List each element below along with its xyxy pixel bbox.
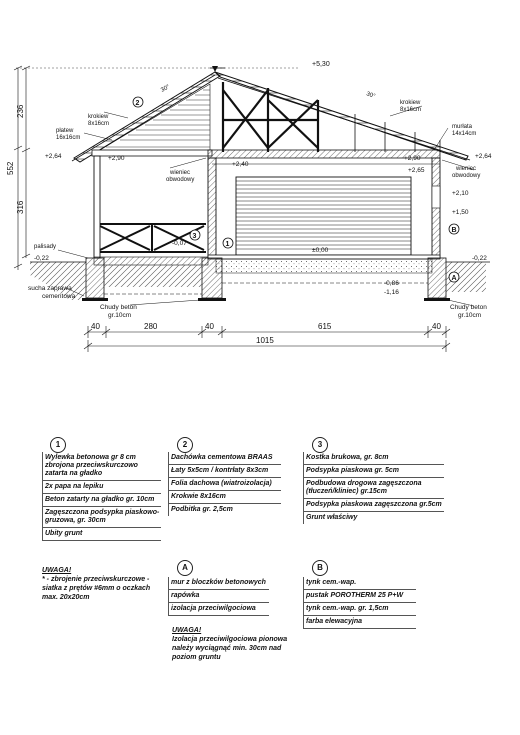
dim-seg2: 280 (144, 322, 158, 331)
label-krokiew-left: krokiew (88, 114, 109, 120)
elev-ground-left: -0,22 (34, 255, 49, 262)
note-2 (172, 626, 292, 662)
legend-box-1 (42, 452, 161, 541)
legend-2-row-1: Łaty 5x5cm / kontrłaty 8x3cm (169, 465, 281, 478)
legend-2-row-3: Krokwie 8x16cm (169, 491, 281, 504)
elev-window-top: +2,10 (452, 190, 469, 197)
label-sucha-1: sucha zaprawa (28, 285, 72, 292)
label-platew: płatew (56, 128, 74, 134)
legend-letter-a: A (177, 560, 193, 576)
dim-seg4: 615 (318, 322, 332, 331)
roof (72, 66, 470, 162)
label-wieniec-left-2: obwodowy (166, 177, 195, 183)
elev-eave-left: +2,64 (45, 153, 62, 160)
garage-door (236, 177, 411, 255)
legend-b-row-3: farba elewacyjna (304, 616, 416, 629)
legend-a-row-1: rapówka (169, 590, 269, 603)
dim-seg1: 40 (91, 322, 100, 331)
legend-1-row-0: Wylewka betonowa gr 8 cm zbrojona przeciwskurczowo zatarta na gładko (43, 452, 161, 481)
legend-b-row-2: tynk cem.-wap. gr. 1,5cm (304, 603, 416, 616)
legend-b-row-1: pustak POROTHERM 25 P+W (304, 590, 416, 603)
legend-3-row-2: Podbudowa drogowa zagęszczona (tłuczeń/kliniec) gr.15cm (304, 478, 444, 499)
height-wall: 316 (16, 200, 25, 214)
dim-seg3: 40 (205, 322, 214, 331)
floor-slab (30, 255, 490, 301)
legend-1-row-4: Ubity grunt (43, 528, 161, 541)
legend-b-row-0: tynk cem.-wap. (304, 577, 416, 590)
elev-eave-right: +2,64 (475, 153, 492, 160)
label-sucha-2: cementowa (42, 293, 76, 300)
legend-1-row-1: 2x papa na lepiku (43, 481, 161, 494)
legend-2-row-0: Dachówka cementowa BRAAS (169, 452, 281, 465)
legend-a-row-0: mur z bloczków betonowych (169, 577, 269, 590)
legend-box-3 (303, 452, 444, 524)
angle-left: 30° (160, 84, 171, 94)
legend-a-row-2: izolacja przeciwilgociowa (169, 603, 269, 616)
legend-box-2 (168, 452, 281, 516)
elev-window-sill: +1,50 (452, 209, 469, 216)
label-platew-size: 16x16cm (56, 135, 81, 141)
legend-number-1: 1 (50, 437, 66, 453)
dim-total: 1015 (256, 336, 274, 345)
elev-footing-bottom: -1,16 (384, 289, 399, 296)
elev-floor: ±0,00 (312, 247, 329, 254)
marker-3: 3 (192, 233, 197, 240)
height-roof: 236 (16, 104, 25, 118)
label-chudy-left-2: gr.10cm (108, 312, 132, 319)
label-krokiew-left-size: 8x16cm (88, 121, 110, 127)
height-total: 552 (6, 161, 15, 175)
elev-beam-right: +2,90 (404, 155, 421, 162)
label-polisady: palisady (34, 244, 57, 250)
beam-level (92, 150, 440, 164)
legend-number-3: 3 (312, 437, 328, 453)
marker-1: 1 (225, 241, 230, 248)
marker-2: 2 (135, 100, 140, 107)
label-krokiew-right: krokiew (400, 100, 421, 106)
label-wieniec-right-1: wieniec (456, 166, 477, 172)
elev-wreath: +2,40 (232, 161, 249, 168)
elev-floor-porch: -0,07 (172, 240, 187, 247)
label-wieniec-right-2: obwodowy (452, 173, 481, 179)
label-murlata-size: 14x14cm (452, 131, 477, 137)
dim-seg5: 40 (432, 322, 441, 331)
legend-3-row-4: Grunt właściwy (306, 514, 358, 521)
legend-1-row-2: Beton zatarty na gładko gr. 10cm (43, 494, 161, 507)
legend-2-row-2: Folia dachowa (wiatroizolacja) (169, 478, 281, 491)
legend-number-2: 2 (177, 437, 193, 453)
label-murlata: murłata (452, 124, 473, 130)
legend-box-b (303, 577, 416, 629)
label-chudy-right-2: gr.10cm (458, 312, 482, 319)
label-krokiew-right-size: 8x16cm (400, 107, 422, 113)
note-1-text: * - zbrojenie przeciwskurczowe - siatka z prętów #6mm o oczkach max. 20x20cm (42, 576, 151, 601)
legend-3-row-0: Kostka brukowa, gr. 8cm (304, 452, 444, 465)
note-2-heading: UWAGA! (172, 627, 202, 634)
elev-footing-top: -0,86 (384, 280, 399, 287)
elev-ground-right: -0,22 (472, 255, 487, 262)
label-chudy-left-1: Chudy beton (100, 304, 137, 311)
legend-3-row-1: Podsypka piaskowa gr. 5cm (304, 465, 444, 478)
legend-1-row-3: Zagęszczona podsypka piaskowo-gruzowa, gr. 30cm (43, 507, 161, 528)
angle-right: 30° (365, 91, 376, 100)
legend-2-row-4: Podbitka gr. 2,5cm (171, 506, 233, 513)
label-chudy-right-1: Chudy beton (450, 304, 487, 311)
porch-railing (100, 224, 206, 252)
legend-3-row-3: Podsypka piaskowa zagęszczona gr.5cm (304, 499, 444, 512)
note-1-heading: UWAGA! (42, 567, 72, 574)
legend-box-a (168, 577, 269, 616)
elev-lintel: +2,65 (408, 167, 425, 174)
marker-b: B (451, 227, 457, 234)
legend-letter-b: B (312, 560, 328, 576)
label-wieniec-left-1: wieniec (170, 170, 191, 176)
elev-ridge: +5,30 (312, 61, 330, 68)
marker-a: A (451, 275, 457, 282)
note-2-text: Izolacja przeciwilgociowa pionowa należy wyciągnąć min. 30cm nad poziom gruntu (172, 636, 288, 661)
elev-beam-left: +2,90 (108, 155, 125, 162)
note-1 (42, 566, 162, 602)
